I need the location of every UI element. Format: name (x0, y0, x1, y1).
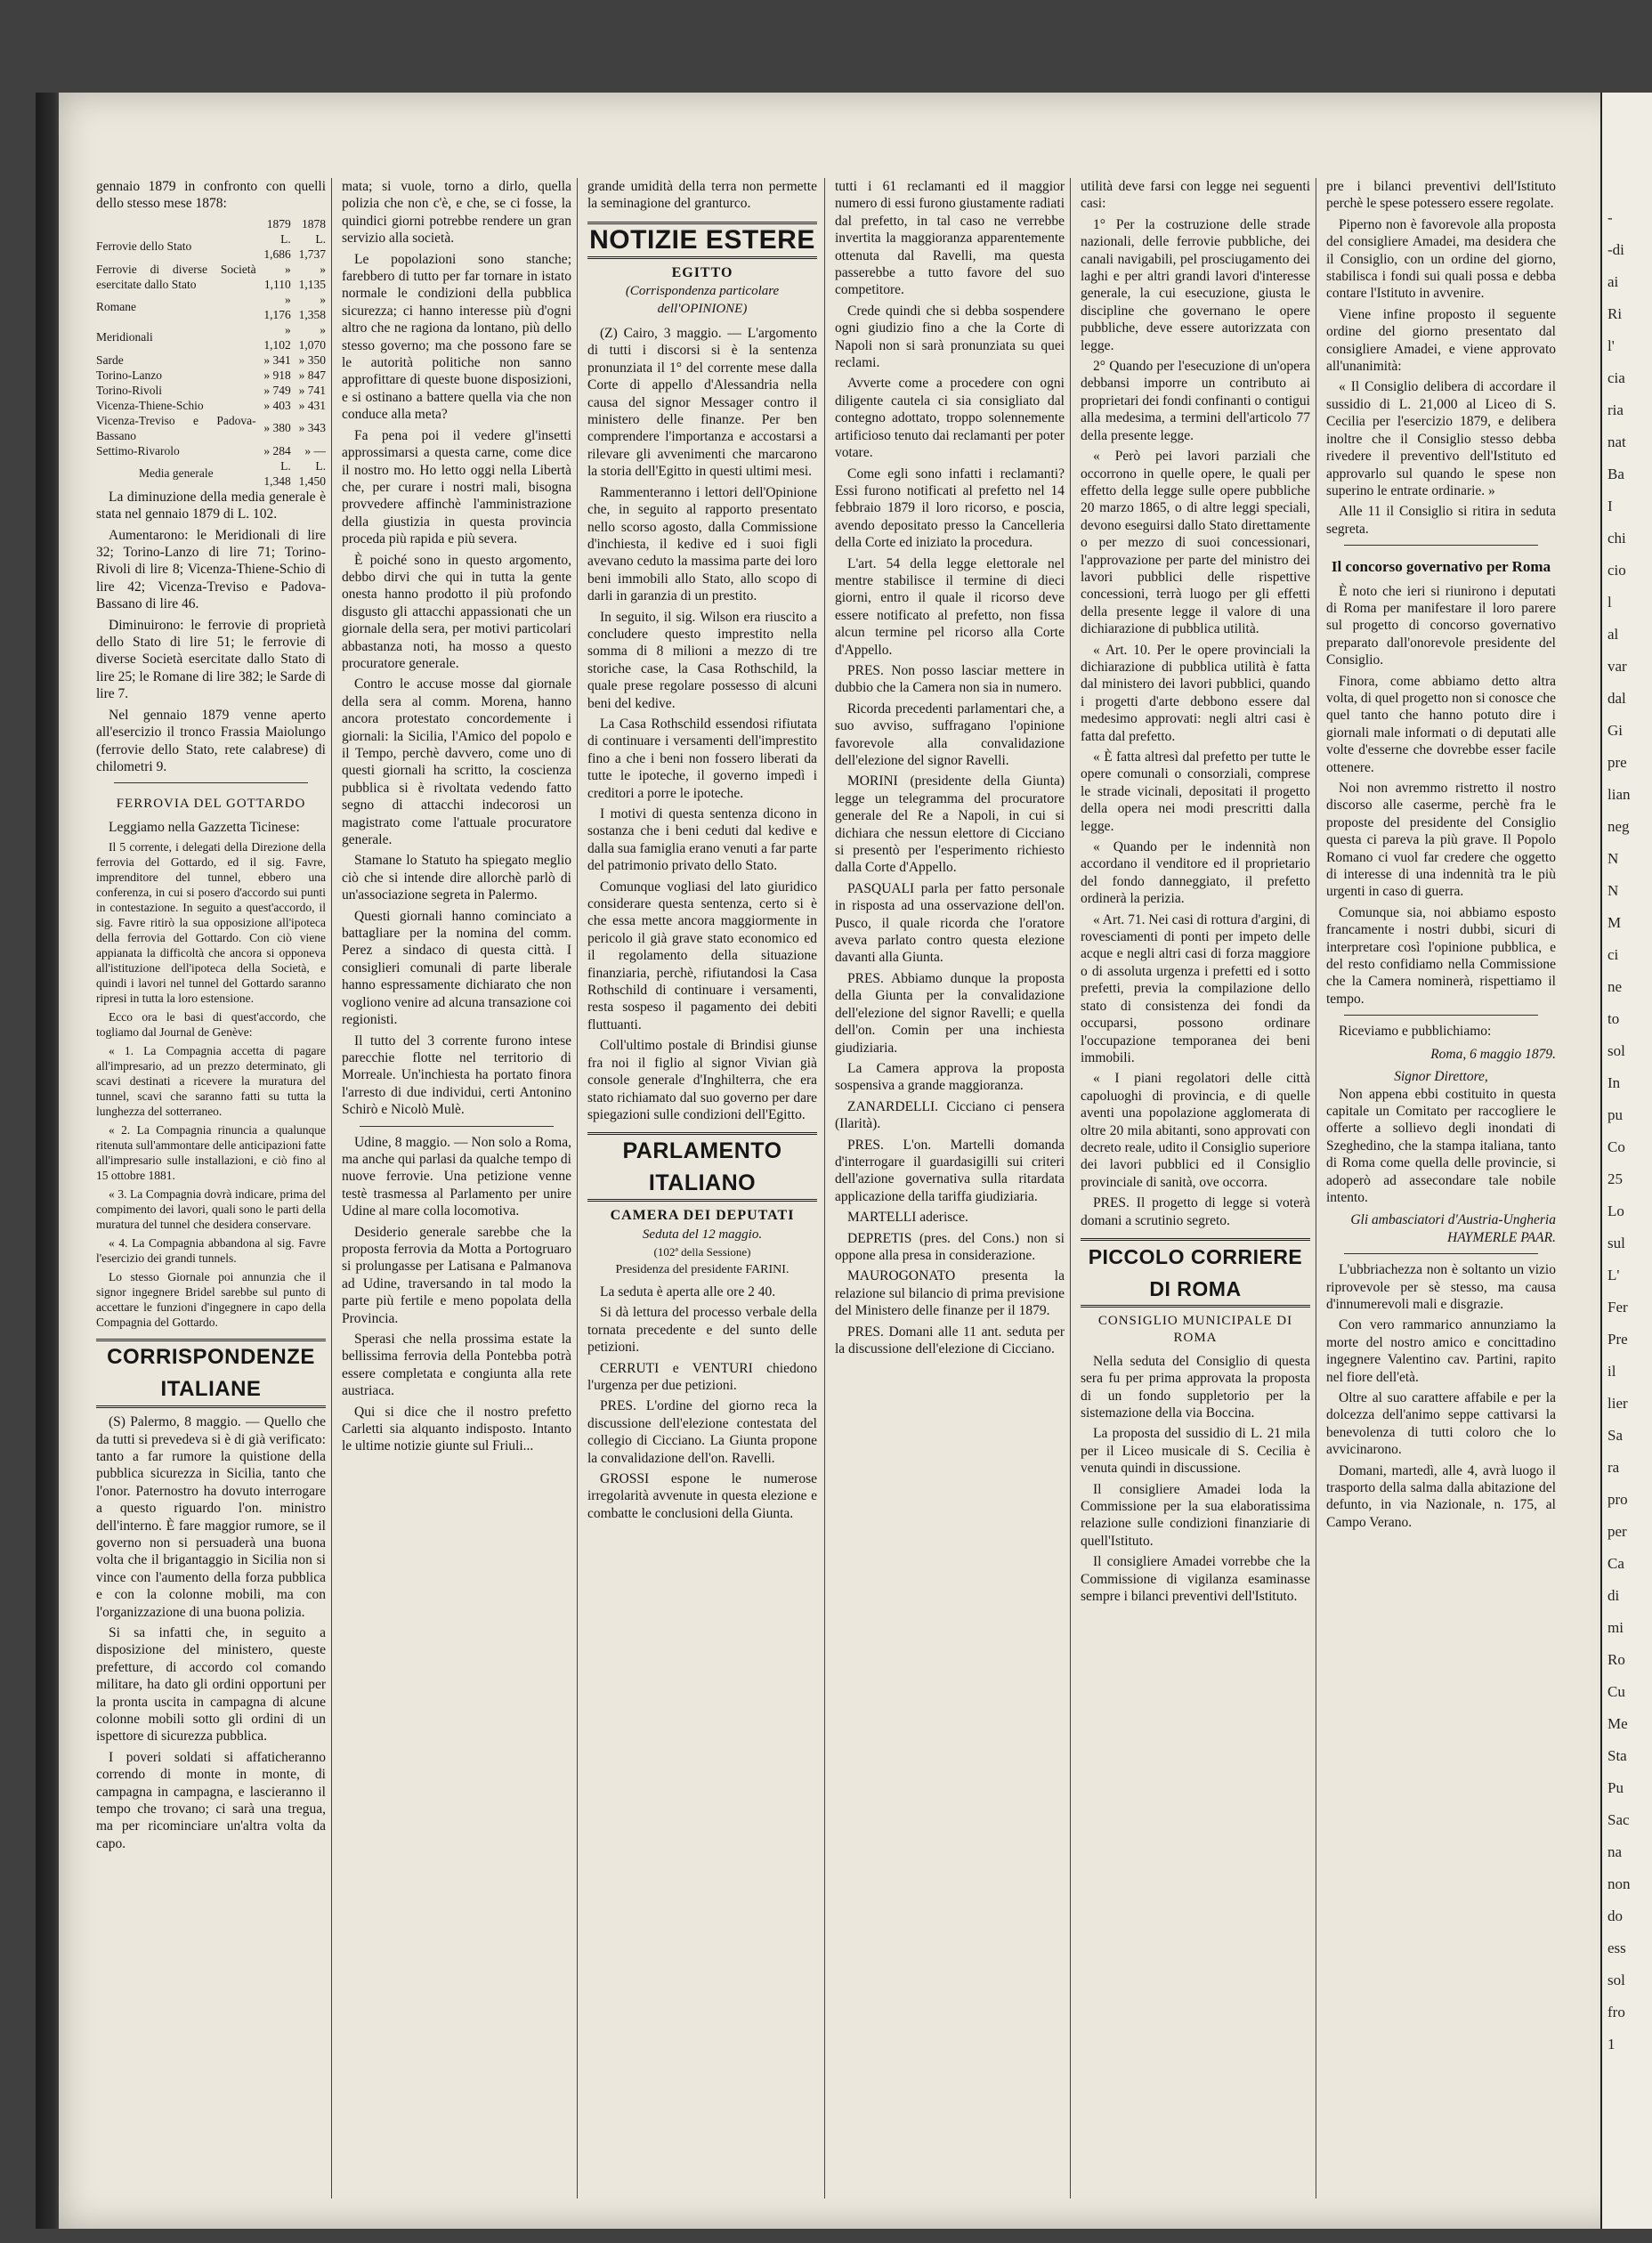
paragraph: Stamane lo Statuto ha spiegato meglio ciò che si intende dire allorchè parlò di un'associazione segreta in Palermo. (342, 853, 571, 903)
stats-row (96, 292, 326, 322)
stats-label: Sarde (96, 352, 124, 367)
stats-value-1878: » 343 (298, 421, 326, 435)
stats-row (96, 383, 326, 398)
divider (114, 782, 308, 783)
paragraph: GROSSI espone le numerose irregolarità avvenute in questa elezione e combatte le conclusioni della Giunta. (587, 1471, 817, 1521)
section-heading: FERROVIA DEL GOTTARDO (116, 797, 306, 812)
edge-fragment: nat (1607, 433, 1626, 450)
paragraph: La Camera approva la proposta sospensiva a grande maggioranza. (835, 1060, 1065, 1094)
stats-value-1879: L. 1,348 (263, 458, 291, 488)
edge-fragment: Ba (1607, 466, 1624, 482)
paragraph: Alle 11 il Consiglio si ritira in seduta segreta. (1326, 504, 1556, 537)
paragraph: Con vero rammarico annunziamo la morte del nostro amico e concittadino ingegnere Valentino cav. Partini, rapito nel fiore dell'età. (1326, 1317, 1556, 1385)
stats-value-1878: » 1,135 (298, 262, 326, 291)
edge-fragment: I (1607, 498, 1613, 514)
edge-fragment: cia (1607, 369, 1625, 386)
paragraph: « 2. La Compagnia rinuncia a qualunque ritenuta sull'ammontare delle anticipazioni fatte all'impresario sulle installazioni, e ciò fino al 15 ottobre 1881. (96, 1123, 326, 1183)
stats-row (96, 352, 326, 368)
paragraph: Crede quindi che si debba sospendere ogni giudizio fino a che la Corte di Napoli non si sarà pronunziata su quei reclami. (835, 303, 1065, 371)
stats-header-1879: 1879 (266, 216, 291, 231)
paragraph: Come egli sono infatti i reclamanti? Essi furono notificati al prefetto nel 14 febbraio 1879 il loro ricorso, e poscia, avendo depositato presso la Cancelleria della Corte ed iniziato la procedura. (835, 466, 1065, 551)
paragraph: tutti i 61 reclamanti ed il maggior numero di essi furono giustamente radiati dal prefetto, in tal caso ne verrebbe invertita la maggioranza apparentemente ottenuta dal Ravelli, ma questa passerebbe a tutto favore del suo competitore. (835, 179, 1065, 298)
stats-label: Torino-Rivoli (96, 383, 163, 397)
edge-fragment: di (1607, 1587, 1620, 1604)
paragraph: Il 5 corrente, i delegati della Direzione della ferrovia del Gottardo, ed il sig. Favre, imprenditore del tunnel, ebbero una conferenza, in cui si posero d'accordo sui punti in contestazione. In seguito a quest'accordo, il sig. Favre ritirò la sua opposizione all'ipoteca della ferrovia del Gottardo. Con ciò viene appianata la difficoltà che ancora si opponeva all'istituzione dell'ipoteca della Società, e quindi i lavori nel tunnel del Gottardo saranno ripresi in tutta la loro estensione. (96, 840, 326, 1006)
paragraph: « 1. La Compagnia accetta di pagare all'impresario, ad un prezzo determinato, gli scavi destinati a ricevere la muratura del tunnel, scavi che saranno fatti su tutta la lunghezza del sotterraneo. (96, 1044, 326, 1119)
edge-fragment: Sa (1607, 1427, 1623, 1444)
paragraph: PASQUALI parla per fatto personale in risposta ad una osservazione dell'on. Pusco, il quale ricorda che l'oratore aveva parlato contro questa elezione davanti alla Giunta. (835, 880, 1065, 966)
paragraph: Udine, 8 maggio. — Non solo a Roma, ma anche qui parlasi da qualche tempo di nuove ferrovie. Una petizione venne testè trasmessa al Parlamento per unire Udine al mare colla locomotiva. (342, 1134, 571, 1219)
paragraph: pre i bilanci preventivi dell'Istituto perchè le spese potessero essere regolate. (1326, 179, 1556, 212)
edge-fragment: Ri (1607, 305, 1623, 322)
stats-value-1879: » 749 (263, 383, 291, 397)
stats-value-1878: » 1,070 (298, 322, 326, 352)
column-rule (577, 178, 578, 2198)
adjacent-page-edge (1600, 93, 1652, 2229)
paragraph: Si dà lettura del processo verbale della tornata precedente e del sunto delle petizioni. (587, 1305, 817, 1356)
paragraph: Comunque vogliasi del lato giuridico considerare questa sentenza, certo si è che essa mette ancora maggiormente in pericolo il già grave stato economico ed il regolamento della situazione finanziaria, perchè, rifiutandosi la Casa Rothschild di continuare i versamenti, resta sospeso il pagamento dei debiti fluttuanti. (587, 879, 817, 1032)
edge-fragment: neg (1607, 818, 1630, 835)
paragraph: Il tutto del 3 corrente furono intese parecchie flotte nel territorio di Morreale. Un'inchiesta ha portato finora l'arresto di due individui, certi Antonino Schirò e Nicolò Mulè. (342, 1032, 571, 1118)
paragraph: La seduta è aperta alle ore 2 40. (600, 1283, 776, 1300)
stats-label: Torino-Lanzo (96, 368, 163, 382)
stats-value-1879: » 918 (263, 368, 291, 382)
paragraph: DEPRETIS (pres. del Cons.) non si oppone alla presa in considerazione. (835, 1230, 1065, 1263)
paragraph: « I piani regolatori delle città capoluoghi di provincia, e di quelle aventi una popolazione agglomerata di oltre 20 mila abitanti, sono approvati con decreto reale, udito il Consiglio superiore dei lavori pubblici ed il Consiglio provinciale di sanità, ove occorra. (1081, 1071, 1310, 1190)
stats-label: Settimo-Rivarolo (96, 443, 180, 458)
paragraph: La Casa Rothschild essendosi rifiutata di continuare i versamenti dell'imprestito fino a che i beni non fossero liberati da tutte le ipoteche, il governo impedì i creditori a porre le ipoteche. (587, 716, 817, 801)
paragraph: La proposta del sussidio di L. 21 mila per il Liceo musicale di S. Cecilia è venuta quindi in discussione. (1081, 1426, 1310, 1477)
paragraph: Finora, come abbiamo detto altra volta, di quel progetto non si conosce che quel tanto che hanno potuto dire i giornali male informati o di deputati alle volte d'esserne che dovrebbe esser facile ottenere. (1326, 673, 1556, 775)
paragraph: « È fatta altresì dal prefetto per tutte le opere comunali o consorziali, comprese le strade vicinali, depositati il progetto della opera nei modi prescritti dalla legge. (1081, 749, 1310, 834)
edge-fragment: ai (1607, 273, 1619, 290)
stats-value-1879: » 341 (263, 352, 291, 367)
edge-fragment: mi (1607, 1619, 1624, 1636)
edge-fragment: 1 (1607, 2036, 1616, 2053)
stats-value-1879: » 380 (263, 421, 291, 435)
paragraph: Comunque sia, noi abbiamo esposto francamente i nostri dubbi, sicuri di interpretare così l'opinione pubblica, e del resto confidiamo nella Commissione che la Camera nominerà, rispettiamo il tempo. (1326, 904, 1556, 1007)
stats-value-1879: » 1,102 (263, 322, 291, 352)
edge-fragment: N (1607, 882, 1619, 899)
stats-value-1878: » 1,358 (298, 292, 326, 321)
paragraph: Si sa infatti che, in seguito a disposizione del ministero, queste prefetture, di accordo col comando militare, ha dato gli ordini opportuni per la pronta uscita in campagna di alcune colonne mobili sotto gli ordini di un ispettore di sicurezza pubblica. (96, 1625, 326, 1745)
edge-fragment: Pu (1607, 1779, 1624, 1796)
paragraph: La diminuzione della media generale è stata nel gennaio 1879 di L. 102. (96, 489, 326, 522)
paragraph: Questi giornali hanno cominciato a battagliare per la nomina del comm. Perez a sindaco di questa città. I consiglieri comunali di parte liberale hanno espressamente dichiarato che non vogliono venire ad alcuna transazione coi regionisti. (342, 908, 571, 1028)
edge-fragment: var (1607, 658, 1627, 675)
edge-fragment: ess (1607, 1939, 1626, 1956)
divider (1344, 545, 1538, 546)
paragraph: Desiderio generale sarebbe che la proposta ferrovia da Motta a Portogruaro si prolungasse per Latisana e Palmanova ad Udine, traversando in tal modo la parte più fertile e meno popolata della Provincia. (342, 1224, 571, 1326)
stats-row (96, 413, 326, 443)
section-title: CORRISPONDENZE ITALIANE (96, 1339, 326, 1408)
letter-date: Roma, 6 maggio 1879. (1430, 1046, 1556, 1062)
edge-fragment: ra (1607, 1459, 1620, 1476)
paragraph: È poiché sono in questo argomento, debbo dirvi che qui in tutta la gente onesta hanno prodotto il più profondo disgusto gli attacchi appassionati che un giornale della sera, per motivi particolari abbastanza noti, ha mosso a questo procuratore generale. (342, 552, 571, 671)
edge-fragment: M (1607, 914, 1622, 931)
paragraph: 1° Per la costruzione delle strade nazionali, delle ferrovie pubbliche, dei canali navigabili, pel prosciugamento dei laghi e per altri grandi lavori d'interesse generale, la cui esecuzione, giusta le discipline che governano le opere pubbliche, deve essere autorizzata con legge. (1081, 216, 1310, 353)
edge-fragment: Co (1607, 1138, 1625, 1155)
column-5 (1081, 178, 1310, 2207)
sitting-date: Seduta del 12 maggio. (642, 1227, 763, 1242)
edge-fragment: Cu (1607, 1683, 1625, 1700)
paragraph: Diminuirono: le ferrovie di proprietà dello Stato di lire 51; le ferrovie di diverse Società esercitate dallo Stato di lire 25; le Romane di lire 382; le Sarde di lire 7. (96, 617, 326, 702)
stats-value-1878: » 350 (298, 352, 326, 367)
paragraph: Ricorda precedenti parlamentari che, a suo avviso, suffragano l'opinione favorevole alla convalidazione dell'elezione del signor Ravelli. (835, 700, 1065, 768)
column-1 (96, 178, 326, 2207)
paragraph: Riceviamo e pubblichiamo: (1339, 1024, 1492, 1040)
edge-fragment: na (1607, 1843, 1623, 1860)
paragraph: In seguito, il sig. Wilson era riuscito a concludere questo imprestito nella somma di 8 milioni a mezzo di tre storiche case, la Casa Rothschild, la quale prese regolare possesso di alcuni beni del kedive. (587, 609, 817, 711)
paragraph: L'art. 54 della legge elettorale nel mentre stabilisce il termine di dieci giorni, entro il quale il ricorso deve essere notificato al prefetto, non fissa alcun termine pel ricorso alla Corte d'Appello. (835, 555, 1065, 658)
paragraph: utilità deve farsi con legge nei seguenti casi: (1081, 179, 1310, 212)
stats-label: Romane (96, 300, 136, 314)
edge-fragment: sul (1607, 1235, 1625, 1251)
edge-fragment: chi (1607, 530, 1626, 547)
paragraph: Nella seduta del Consiglio di questa sera fu per prima approvata la proposta di un fondo suppletorio per la sistemazione della via Boccina. (1081, 1353, 1310, 1421)
paragraph: Nel gennaio 1879 venne aperto all'esercizio il tronco Frassia Maiolungo (ferrovie dello Stato, rete calabrese) di chilometri 9. (96, 707, 326, 774)
paragraph: PRES. Domani alle 11 ant. seduta per la discussione dell'elezione di Cicciano. (835, 1324, 1065, 1356)
edge-fragment: l (1607, 594, 1612, 611)
edge-fragment: 25 (1607, 1170, 1623, 1187)
edge-fragment: - (1607, 209, 1613, 226)
paragraph: Piperno non è favorevole alla proposta del consigliere Amadei, ma desidera che il Consiglio, con un ordine del giorno, stabilisca i fondi sui quali possa e debba contare l'Istituto in avvenire. (1326, 216, 1556, 302)
paragraph: « Art. 71. Nei casi di rottura d'argini, di rovesciamenti di ponti per impeto delle acque e negli altri casi di forza maggiore o di assoluta urgenza i prefetti ed i sotto prefetti, previa la compilazione dello stato di consistenza dei fondi da occuparsi, possono ordinare l'occupazione temporanea dei beni immobili. (1081, 911, 1310, 1065)
section-subtitle: EGITTO (671, 264, 733, 280)
edge-fragment: per (1607, 1523, 1627, 1540)
divider (1344, 1253, 1538, 1254)
stats-value-1878: L. 1,737 (298, 231, 326, 261)
edge-fragment: Me (1607, 1715, 1628, 1732)
paragraph: Fa pena poi il vedere gl'insetti approssimarsi a questa carne, come dice il nostro mo. Ho letto oggi nella Libertà che, per curare i nostri mali, bisogna provvedere affinchè l'amministrazione della giustizia in questa provincia proceda più rapida e più severa. (342, 427, 571, 547)
stats-row (96, 398, 326, 413)
stats-value-1879: » 403 (263, 398, 291, 412)
section-subtitle: CAMERA DEI DEPUTATI (610, 1208, 795, 1224)
paragraph: grande umidità della terra non permette la seminagione del granturco. (587, 179, 817, 212)
paragraph: Sperasi che nella prossima estate la bellissima ferrovia della Pontebba potrà essere completata e congiunta alla rete austriaca. (342, 1332, 571, 1399)
paragraph: PRES. L'on. Martelli domanda d'interrogare il guardasigilli sui criteri dell'azione governativa sulla ritardata applicazione della tariffa giudiziaria. (835, 1137, 1065, 1204)
edge-fragment: Sac (1607, 1811, 1630, 1828)
edge-fragment: cio (1607, 562, 1626, 579)
edge-fragment: pro (1607, 1491, 1628, 1508)
stats-value-1879: » 1,110 (263, 262, 291, 291)
edge-fragment: do (1607, 1907, 1623, 1924)
stats-intro: gennaio 1879 in confronto con quelli dello stesso mese 1878: (96, 179, 326, 212)
paragraph: « 3. La Compagnia dovrà indicare, prima del compimento dei lavori, quali sono le parti della muratura del tunnel che desidera conservare. (96, 1187, 326, 1232)
stats-value-1878: » 847 (298, 368, 326, 382)
column-4 (835, 178, 1065, 2207)
paragraph: Aumentarono: le Meridionali di lire 32; Torino-Lanzo di lire 71; Torino-Rivoli di lire 8; Vicenza-Thiene-Schio di lire 42; Vicenza-Treviso e Padova-Bassano di lire 46. (96, 527, 326, 612)
divider (360, 1126, 554, 1127)
edge-fragment: al (1607, 626, 1619, 643)
paragraph: Ecco ora le basi di quest'accordo, che togliamo dal Journal de Genève: (96, 1010, 326, 1040)
stats-total-row (96, 458, 326, 489)
edge-fragment: sol (1607, 1972, 1625, 1988)
stats-value-1878: » 431 (298, 398, 326, 412)
stats-header-1878: 1878 (302, 216, 326, 231)
paragraph: MAUROGONATO presenta la relazione sul bilancio di prima previsione del Ministero delle finanze per il 1879. (835, 1268, 1065, 1319)
paragraph: Le popolazioni sono stanche; farebbero di tutto per far tornare in istato normale le condizioni della pubblica sicurezza; ci hanno interesse più d'ogni altro che ne ragiona da lontano, più dello stesso governo; ma che possono fare se le autorità politiche non sanno approfittare di queste buone disposizioni, e si ostinano a battere quella via che non conduce alla meta? (342, 251, 571, 423)
stats-label: Meridionali (96, 330, 153, 344)
stats-table (96, 216, 326, 489)
edge-fragment: ne (1607, 978, 1623, 995)
stats-label: Ferrovie dello Stato (96, 239, 192, 254)
paragraph: Domani, martedì, alle 4, avrà luogo il trasporto della salma dalla abitazione del defunto, in via Nazionale, n. 175, al Campo Verano. (1326, 1462, 1556, 1530)
paragraph: 2° Quando per l'esecuzione di un'opera debbansi imporre un contributo ai proprietari dei fondi confinanti o contigui alla medesima, a termini dell'articolo 77 della presente legge. (1081, 359, 1310, 443)
edge-fragment: Sta (1607, 1747, 1627, 1764)
edge-fragment: dal (1607, 690, 1626, 707)
paragraph: MORINI (presidente della Giunta) legge un telegramma del procuratore generale del Re a Napoli, in cui si dichiara che nessun elettore di Cicciano si presentò per l'esperimento richiesto dalla Corte d'Appello. (835, 773, 1065, 876)
paragraph: CERRUTI e VENTURI chiedono l'urgenza per due petizioni. (587, 1360, 817, 1393)
edge-fragment: lian (1607, 786, 1631, 803)
edge-fragment: lier (1607, 1395, 1628, 1412)
paragraph: L'ubbriachezza non è soltanto un vizio riprovevole per sè stesso, ma causa d'innumerevoli mali e disgrazie. (1326, 1262, 1556, 1312)
stats-label: Vicenza-Thiene-Schio (96, 398, 204, 412)
stats-header-row (96, 216, 326, 231)
edge-fragment: N (1607, 850, 1619, 867)
paragraph: « Il Consiglio delibera di accordare il sussidio di L. 21,000 al Liceo di S. Cecilia per l'esercizio 1879, e delibera inoltre che il Consiglio stesso debba rivedere il preventivo dell'Istituto ed approvarlo sul quando le spese non superino le entrate ordinarie. » (1326, 379, 1556, 498)
paragraph: Viene infine proposto il seguente ordine del giorno presentato dal consigliere Amadei, e viene approvato all'unanimità: (1326, 306, 1556, 375)
column-rule (824, 178, 825, 2198)
stats-value-1878: » 741 (298, 383, 326, 397)
stats-value-1879: » 284 (263, 443, 291, 458)
paragraph: PRES. Non posso lasciar mettere in dubbio che la Camera non sia in numero. (835, 662, 1065, 696)
paragraph: Rammenteranno i lettori dell'Opinione che, in seguito al rapporto presentato nello scorso agosto, dalla Commissione d'inchiesta, il kedive ed i suoi figli avevano ceduto la massima parte dei loro beni immobili allo Stato, allo scopo di darli in garanzia di un prestito. (587, 484, 817, 604)
edge-fragment: ci (1607, 946, 1619, 963)
paragraph: « 4. La Compagnia abbandona al sig. Favre l'esercizio dei grandi tunnels. (96, 1236, 326, 1266)
paragraph: « Però pei lavori parziali che occorrono in quelle opere, le quali per effetto della legge sulle opere pubbliche 20 marzo 1865, o di altre leggi speciali, devono eseguirsi dallo Stato direttamente o per mezzo di suoi concessionari, l'approvazione per parte del ministro dei lavori pubblici delle rispettive concessioni, terrà luogo per gli effetti della presente legge il valore di una dichiarazione di pubblica utilità. (1081, 449, 1310, 637)
column-6 (1326, 178, 1556, 2207)
paragraph: « Quando per le indennità non accordano il venditore ed il proprietario del fondo danneggiato, il prefetto ordinerà la perizia. (1081, 839, 1310, 907)
stats-value-1878: » — (304, 443, 326, 458)
edge-fragment: non (1607, 1875, 1631, 1892)
section-title: NOTIZIE ESTERE (587, 222, 817, 259)
column-3 (587, 178, 817, 2207)
sitting-number: (102ª della Sessione) (653, 1245, 751, 1259)
paragraph: mata; si vuole, torno a dirlo, quella polizia che non c'è, e che, se ci fosse, la quindici giorni potrebbe rendere un gran servizio alla società. (342, 179, 571, 247)
stats-label: Media generale (139, 466, 214, 481)
paragraph: Non appena ebbi costituito in questa capitale un Comitato per raccogliere le offerte a sollievo degli inondati di Szeghedino, che la stampa italiana, tanto di Roma come quella delle provincie, si adoperò ad assecondare tale nobile intento. (1326, 1086, 1556, 1205)
paragraph: I poveri soldati si affaticheranno correndo di monte in monte, di campagna in campagna, e lascieranno il tempo che trovano; ci sarà una tregua, ma per ricominciare un'altra volta da capo. (96, 1749, 326, 1851)
paragraph: PRES. Abbiamo dunque la proposta della Giunta per la convalidazione dell'elezione del signor Ravelli; e quella dell'on. Comin per una inchiesta giudiziaria. (835, 970, 1065, 1056)
edge-fragment: pu (1607, 1106, 1623, 1123)
presidency: Presidenza del presidente FARINI. (615, 1262, 790, 1276)
stats-row (96, 231, 326, 262)
paragraph: PRES. L'ordine del giorno reca la discussione dell'elezione contestata del collegio di Cicciano. La Giunta propone la convalidazione dell'on. Ravelli. (587, 1398, 817, 1466)
stats-row (96, 368, 326, 383)
paragraph: MARTELLI aderisce. (847, 1210, 968, 1226)
stats-label: Ferrovie di diverse Società esercitate dallo Stato (96, 262, 256, 291)
paragraph: I motivi di questa sentenza dicono in sostanza che i beni ceduti dal kedive e dalla sua famiglia erano venuti a far parte del patrimonio privato dello Stato. (587, 806, 817, 874)
column-rule (1070, 178, 1071, 2198)
edge-fragment: ria (1607, 401, 1624, 418)
paragraph: Qui si dice che il nostro prefetto Carletti sia alquanto indisposto. Intanto le ultime notizie giunte sul Friuli... (342, 1404, 571, 1454)
edge-fragment: il (1607, 1363, 1616, 1380)
column-rule (331, 178, 332, 2198)
edge-fragment: -di (1607, 241, 1624, 258)
edge-fragment: Lo (1607, 1202, 1624, 1219)
paragraph: È noto che ieri si riunirono i deputati di Roma per manifestare il loro parere sul progetto di concorso governativo preparato dall'onorevole presidente del Consiglio. (1326, 583, 1556, 668)
paragraph: Leggiamo nella Gazzetta Ticinese: (109, 819, 300, 835)
stats-row (96, 322, 326, 352)
stats-value-1878: L. 1,450 (298, 458, 326, 488)
paragraph: Il consigliere Amadei vorrebbe che la Commissione di vigilanza esaminasse sempre i bilanci preventivi dell'Istituto. (1081, 1554, 1310, 1605)
divider (1344, 1015, 1538, 1016)
paragraph: ZANARDELLI. Cicciano ci pensera (Ilarità). (835, 1098, 1065, 1132)
edge-fragment: Pre (1607, 1331, 1628, 1348)
paragraph: PRES. Il progetto di legge si voterà domani a scrutinio segreto. (1081, 1195, 1310, 1228)
section-heading: CONSIGLIO MUNICIPALE DI ROMA (1097, 1313, 1293, 1346)
paragraph: Noi non avremmo ristretto il nostro discorso alle caserme, perchè fra le proposte del presidente del Consiglio questa ci pareva la più grave. Il Popolo Romano ci vuol far credere che oggetto di interesse di una indennità tra le più urgenti in caso di guerra. (1326, 781, 1556, 900)
paragraph: (S) Palermo, 8 maggio. — Quello che da tutti si prevedeva si è di già verificato: tanto a far rumore la quistione della pubblica sicurezza in Sicilia, tanto che l'onor. Paternostro ha dovuto interrogare a questo riguardo l'on. ministro dell'interno. È fare maggior rumore, se il governo non si persuaderà una buona volta che il brigantaggio in Sicilia non si vince con l'aumento della forza pubblica e con la colonne mobili, ma con l'organizzazione di una buona polizia. (96, 1414, 326, 1620)
edge-fragment: Ca (1607, 1555, 1624, 1572)
edge-fragments (1602, 93, 1652, 2054)
paragraph: Avverte come a procedere con ogni diligente cautela ci sia consigliato dal contegno adottato, troppo solennemente artificioso tenuto dai reclamanti per poter votare. (835, 376, 1065, 461)
edge-fragment: L' (1607, 1267, 1620, 1283)
paragraph: Lo stesso Giornale poi annunzia che il signor ingegnere Bridel sarebbe sul punto di accettare le funzioni d'ingegnere in capo della Compagnia del Gottardo. (96, 1270, 326, 1330)
stats-value-1879: L. 1,686 (263, 231, 291, 261)
letter-signature: Gli ambasciatori d'Austria-Ungheria HAYMERLE PAAR. (1350, 1212, 1556, 1245)
edge-fragment: Fer (1607, 1299, 1628, 1316)
stats-label: Vicenza-Treviso e Padova-Bassano (96, 413, 256, 442)
stats-row (96, 443, 326, 458)
paragraph: « Art. 10. Per le opere provinciali la dichiarazione di pubblica utilità è fatta dal ministero dei lavori pubblici, quando i progetti d'arte debbono essere dal medesimo approvati: negli altri casi è fatta dal prefetto. (1081, 642, 1310, 744)
edge-fragment: l' (1607, 337, 1615, 354)
edge-fragment: sol (1607, 1042, 1625, 1059)
correspondence-note: (Corrispondenza particolare dell'OPINIONE) (625, 284, 780, 316)
edge-fragment: pre (1607, 754, 1627, 771)
edge-fragment: Ro (1607, 1651, 1625, 1668)
edge-fragment: Gi (1607, 722, 1623, 739)
paragraph: Coll'ultimo postale di Brindisi giunse fra noi il figlio al signor Vivian già console generale d'Inghilterra, che era stato richiamato dal suo governo per dare spiegazioni sulle condizioni dell'Egitto. (587, 1038, 817, 1122)
paragraph: (Z) Cairo, 3 maggio. — L'argomento di tutti i discorsi si è la sentenza pronunziata il 1° del corrente mese dalla Corte di appello d'Alessandria nella causa del signor Messager contro il ministero delle finanze. Per ben comprendere l'importanza e accostarsi a rilevare gli avvenimenti che marcarono la storia dell'Egitto in questi ultimi mesi. (587, 326, 817, 480)
section-heading: Il concorso governativo per Roma (1331, 558, 1551, 576)
paragraph: Oltre al suo carattere affabile e per la dolcezza dell'animo seppe cattivarsi la benevolenza di tutti coloro che lo avvicinarono. (1326, 1390, 1556, 1458)
edge-fragment: In (1607, 1074, 1621, 1091)
paragraph: Contro le accuse mosse dal giornale della sera al comm. Morena, hanno ancora protestato concordemente i giornali: la Sicilia, l'Amico del popolo e il Tempo, perchè davvero, come uno di questi giornali ha scritto, la coscienza pubblica si è rivoltata vedendo fatto segno di attacchi indecorosi un magistrato come l'attuale procuratore generale. (342, 676, 571, 848)
section-title: PICCOLO CORRIERE DI ROMA (1081, 1238, 1310, 1308)
column-2 (342, 178, 571, 2207)
edge-fragment: fro (1607, 2004, 1625, 2020)
paragraph: Il consigliere Amadei loda la Commissione per la sua elaboratissima relazione sulle condizioni finanziarie di quell'Istituto. (1081, 1481, 1310, 1549)
edge-fragment: to (1607, 1010, 1620, 1027)
section-title: PARLAMENTO ITALIANO (587, 1132, 817, 1202)
stats-value-1879: » 1,176 (263, 292, 291, 321)
letter-salutation: Signor Direttore, (1394, 1069, 1488, 1085)
stats-row (96, 262, 326, 292)
